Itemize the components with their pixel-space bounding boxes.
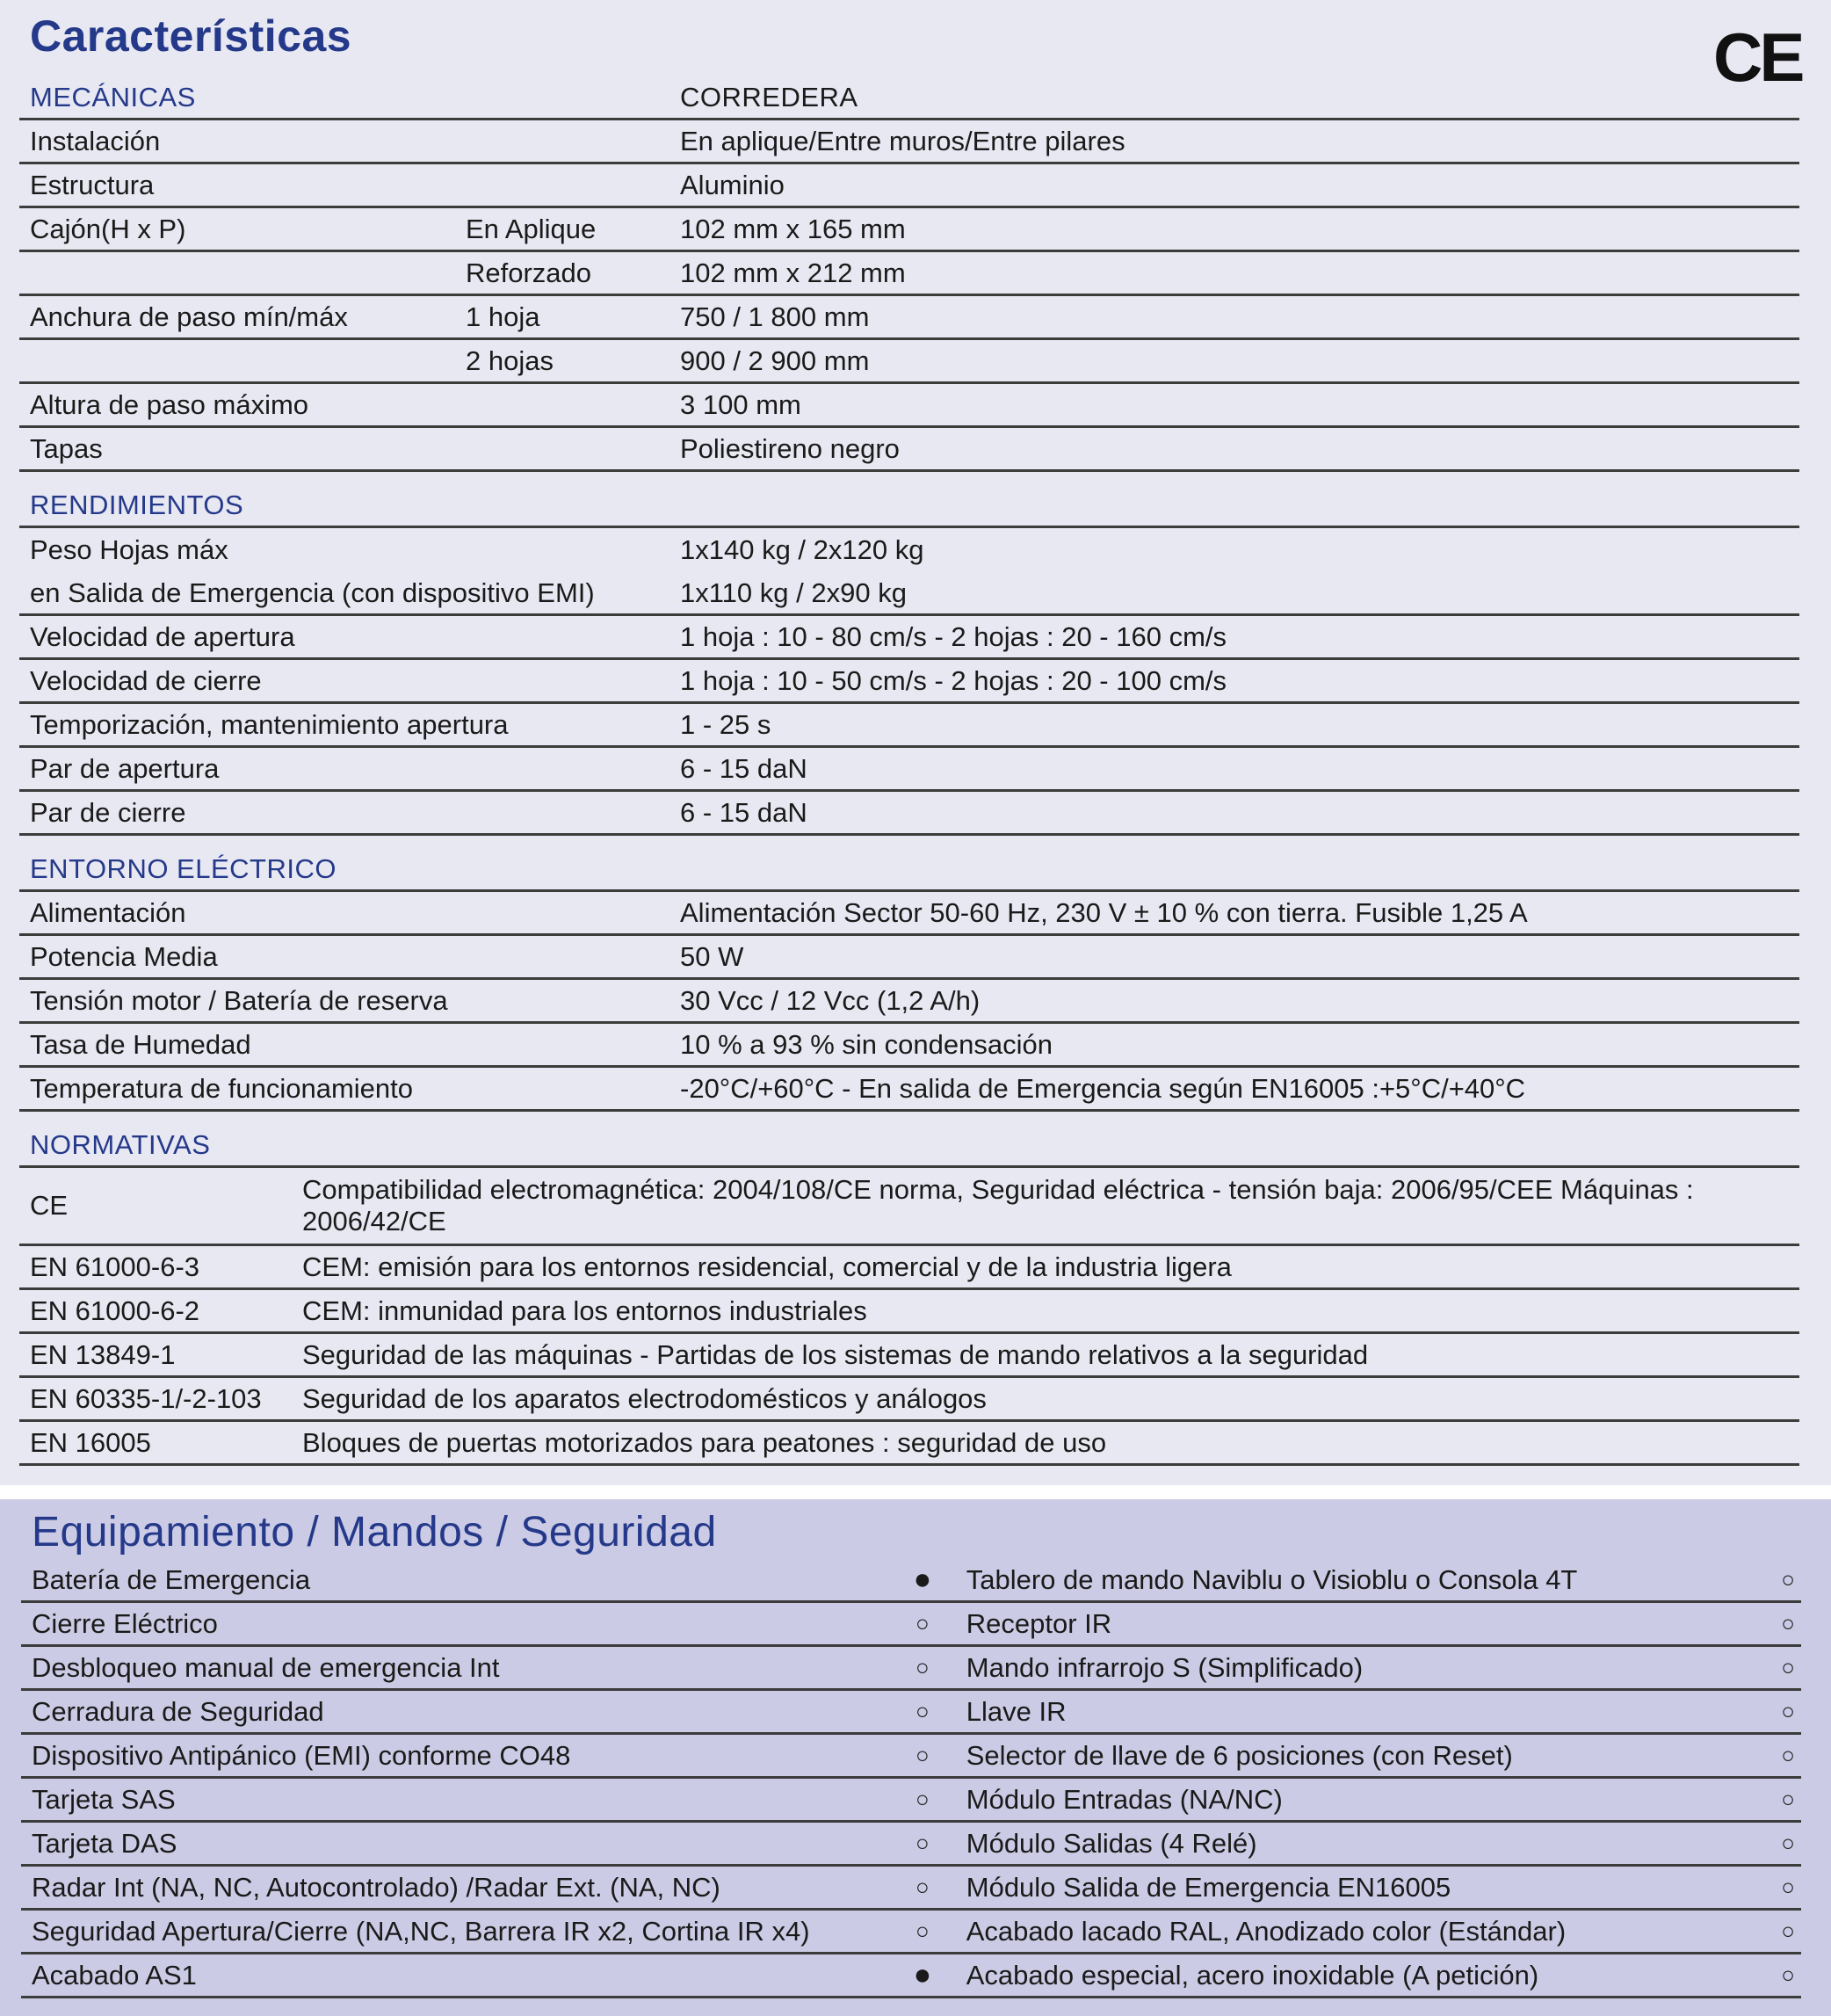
spec-label: Velocidad de apertura [30,620,295,652]
equipment-item-left: Desbloqueo manual de emergencia Int [32,1651,500,1683]
spec-label: Par de apertura [30,752,220,784]
spec-row [19,528,1799,572]
spec-row [19,208,1799,252]
open-circle-icon: ○ [1781,1742,1795,1768]
spec-label: Velocidad de cierre [30,664,262,696]
spec-label: Tensión motor / Batería de reserva [30,984,448,1016]
open-circle-icon: ○ [916,1918,930,1944]
open-circle-icon: ○ [916,1654,930,1680]
equipment-row [21,1779,1801,1823]
open-circle-icon: ○ [1781,1962,1795,1988]
norm-description: CEM: inmunidad para los entornos industriales [302,1294,867,1326]
equipment-row [21,1911,1801,1954]
open-circle-icon: ○ [1781,1874,1795,1900]
norm-code: EN 13849-1 [30,1338,176,1370]
spec-value: 1 hoja : 10 - 80 cm/s - 2 hojas : 20 - 160 cm/s [680,620,1227,652]
norm-row [19,1422,1799,1466]
spec-value: Alimentación Sector 50-60 Hz, 230 V ± 10 % con tierra. Fusible 1,25 A [680,896,1528,928]
open-circle-icon: ○ [1781,1698,1795,1724]
open-circle-icon: ○ [1781,1830,1795,1856]
open-circle-icon: ○ [916,1830,930,1856]
equipment-row [21,1823,1801,1867]
section-heading-normativas [19,1125,1799,1168]
equipment-item-right: Módulo Entradas (NA/NC) [966,1783,1283,1815]
norm-code: EN 61000-6-2 [30,1294,200,1326]
equipment-item-right: Receptor IR [966,1607,1112,1639]
spec-value: 750 / 1 800 mm [680,301,870,332]
spec-label: Temporización, mantenimiento apertura [30,708,509,740]
spec-row [19,164,1799,208]
section-title: MECÁNICAS [30,82,196,112]
equipment-row [21,1559,1801,1603]
spec-label: Alimentación [30,896,186,928]
spec-label: Potencia Media [30,940,218,972]
spec-row [19,936,1799,980]
filled-dot-icon: ● [913,1563,932,1596]
norm-code: EN 61000-6-3 [30,1251,200,1282]
equipment-item-right: Módulo Salida de Emergencia EN16005 [966,1871,1451,1903]
spec-row [19,1068,1799,1112]
spec-row [19,748,1799,792]
equipment-row [21,1954,1801,1998]
equipment-item-right: Acabado especial, acero inoxidable (A petición) [966,1959,1539,1991]
ce-mark-logo: CE [1713,18,1802,96]
norm-row [19,1334,1799,1378]
spec-row [19,660,1799,704]
open-circle-icon: ○ [1781,1566,1795,1592]
page-title: Características [30,11,352,61]
equipment-row [21,1647,1801,1691]
spec-sublabel: Reforzado [466,257,592,288]
spec-row [19,428,1799,472]
equipment-item-right: Llave IR [966,1695,1067,1727]
spec-row [19,1024,1799,1068]
spec-value: 1x110 kg / 2x90 kg [680,577,907,608]
equipment-title: Equipamiento / Mandos / Seguridad [32,1509,717,1556]
spec-value: Aluminio [680,169,785,200]
open-circle-icon: ○ [916,1742,930,1768]
equipment-row [21,1867,1801,1911]
spec-row [19,384,1799,428]
section-heading-rendimientos [19,485,1799,528]
equipment-item-left: Cerradura de Seguridad [32,1695,324,1727]
open-circle-icon: ○ [916,1698,930,1724]
spec-label: en Salida de Emergencia (con dispositivo EMI) [30,577,595,608]
spec-row [19,616,1799,660]
open-circle-icon: ○ [1781,1918,1795,1944]
norm-description: Bloques de puertas motorizados para peatones : seguridad de uso [302,1426,1107,1458]
spec-value: 50 W [680,940,744,972]
spec-value: -20°C/+60°C - En salida de Emergencia según EN16005 :+5°C/+40°C [680,1072,1526,1104]
specs-table [19,77,1799,1466]
spec-value: 10 % a 93 % sin condensación [680,1028,1053,1060]
equipment-item-left: Cierre Eléctrico [32,1607,218,1639]
equipment-item-right: Tablero de mando Naviblu o Visioblu o Consola 4T [966,1563,1578,1595]
spec-sublabel: En Aplique [466,213,597,244]
equipment-panel [0,1499,1831,2016]
spec-sublabel: 1 hoja [466,301,540,332]
equipment-item-right: Acabado lacado RAL, Anodizado color (Estándar) [966,1915,1567,1947]
section-heading-mecanicas [19,77,1799,120]
spec-row [19,572,1799,616]
norm-description: Seguridad de las máquinas - Partidas de los sistemas de mando relativos a la seguridad [302,1338,1369,1370]
spec-row [19,892,1799,936]
spec-row [19,340,1799,384]
spec-row [19,252,1799,296]
equipment-table [21,1559,1801,1998]
equipment-item-left: Seguridad Apertura/Cierre (NA,NC, Barrera IR x2, Cortina IR x4) [32,1915,810,1947]
norm-row [19,1168,1799,1246]
norm-row [19,1246,1799,1290]
spec-value: 900 / 2 900 mm [680,344,870,376]
open-circle-icon: ○ [1781,1610,1795,1636]
spec-value: 1 - 25 s [680,708,771,740]
equipment-item-left: Tarjeta DAS [32,1827,177,1859]
spec-label: Par de cierre [30,796,186,828]
spec-label: Estructura [30,169,155,200]
spec-row [19,980,1799,1024]
spec-label: Altura de paso máximo [30,388,309,420]
equipment-item-right: Módulo Salidas (4 Relé) [966,1827,1257,1859]
spec-label: Cajón(H x P) [30,213,186,244]
open-circle-icon: ○ [916,1786,930,1812]
equipment-item-left: Batería de Emergencia [32,1563,311,1595]
spec-label: Tapas [30,432,103,464]
equipment-item-left: Dispositivo Antipánico (EMI) conforme CO48 [32,1739,571,1771]
section-title: ENTORNO ELÉCTRICO [30,853,337,884]
norm-row [19,1378,1799,1422]
spec-row [19,704,1799,748]
equipment-item-right: Mando infrarrojo S (Simplificado) [966,1651,1364,1683]
spec-value: 1x140 kg / 2x120 kg [680,534,924,565]
norm-row [19,1290,1799,1334]
section-heading-entorno [19,849,1799,892]
column-title: CORREDERA [680,82,858,112]
norm-code: EN 60335-1/-2-103 [30,1382,262,1414]
section-title: NORMATIVAS [30,1129,211,1160]
spec-value: 30 Vcc / 12 Vcc (1,2 A/h) [680,984,981,1016]
spec-value: 102 mm x 165 mm [680,213,906,244]
equipment-item-left: Radar Int (NA, NC, Autocontrolado) /Radar Ext. (NA, NC) [32,1871,720,1903]
equipment-row [21,1603,1801,1647]
open-circle-icon: ○ [916,1874,930,1900]
spec-label: Instalación [30,125,161,156]
equipment-item-right: Selector de llave de 6 posiciones (con Reset) [966,1739,1513,1771]
spec-label: Anchura de paso mín/máx [30,301,348,332]
norm-description: Compatibilidad electromagnética: 2004/108/CE norma, Seguridad eléctrica - tensión baja: 2006/95/CEE Máquinas : 2006/42/CE [302,1174,1694,1236]
filled-dot-icon: ● [913,1958,932,1991]
equipment-item-left: Acabado AS1 [32,1959,197,1991]
spec-value: 6 - 15 daN [680,752,807,784]
spec-row [19,296,1799,340]
equipment-item-left: Tarjeta SAS [32,1783,176,1815]
open-circle-icon: ○ [916,1610,930,1636]
spec-label: Temperatura de funcionamiento [30,1072,413,1104]
spec-value: 6 - 15 daN [680,796,807,828]
spec-sublabel: 2 hojas [466,344,554,376]
norm-description: CEM: emisión para los entornos residencial, comercial y de la industria ligera [302,1251,1232,1282]
spec-value: En aplique/Entre muros/Entre pilares [680,125,1125,156]
spec-label: Tasa de Humedad [30,1028,251,1060]
equipment-row [21,1735,1801,1779]
equipment-row [21,1691,1801,1735]
open-circle-icon: ○ [1781,1654,1795,1680]
spec-value: 102 mm x 212 mm [680,257,906,288]
spec-value: Poliestireno negro [680,432,900,464]
spec-value: 3 100 mm [680,388,801,420]
spec-label: Peso Hojas máx [30,534,228,565]
section-title: RENDIMIENTOS [30,489,244,520]
spec-row [19,792,1799,836]
open-circle-icon: ○ [1781,1786,1795,1812]
norm-description: Seguridad de los aparatos electrodomésticos y análogos [302,1382,987,1414]
spec-row [19,120,1799,164]
norm-code: EN 16005 [30,1426,151,1458]
spec-value: 1 hoja : 10 - 50 cm/s - 2 hojas : 20 - 100 cm/s [680,664,1227,696]
norm-code: CE [30,1190,69,1221]
